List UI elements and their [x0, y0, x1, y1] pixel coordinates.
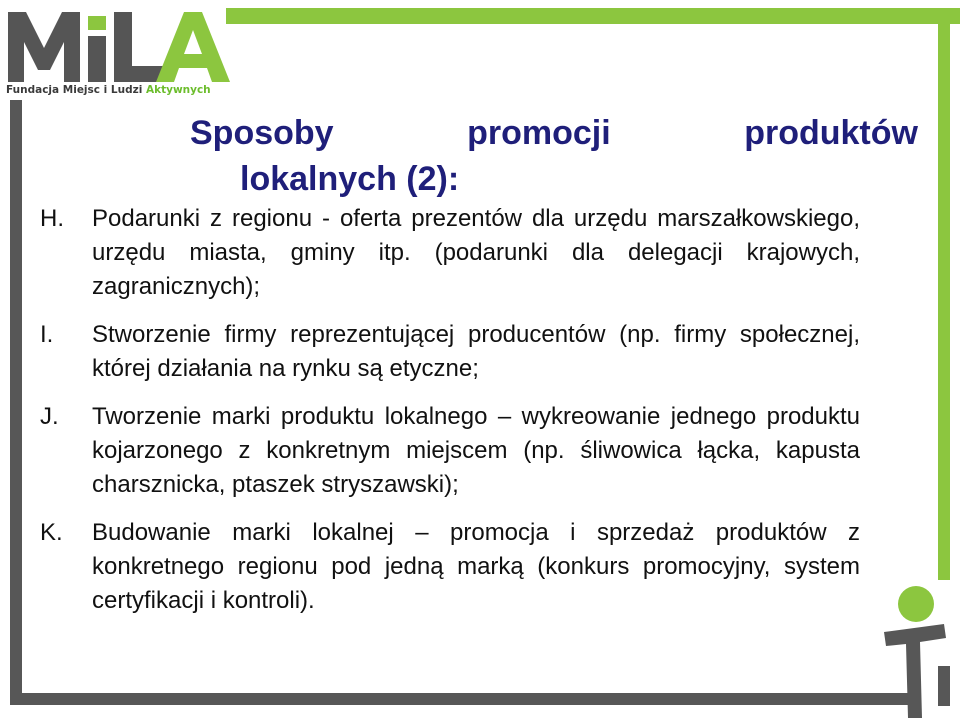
- promotion-list: [40, 202, 860, 632]
- top-green-bar: [226, 8, 960, 24]
- list-marker: H.: [40, 205, 64, 232]
- list-marker: K.: [40, 519, 63, 546]
- logo-subtitle-main: Fundacja Miejsc i Ludzi: [6, 84, 146, 96]
- list-text: Budowanie marki lokalnej – promocja i sprzedaż produktów z konkretnego regionu pod jedną marką (konkurs promocyjny, system certyfikacji i kontroli).: [92, 519, 860, 614]
- title-word: produktów: [744, 114, 918, 152]
- left-gray-bar: [10, 100, 22, 700]
- list-item: [40, 516, 860, 618]
- list-text: Tworzenie marki produktu lokalnego – wykreowanie jednego produktu kojarzonego z konkretnym miejscem (np. śliwowica łącka, kapusta charsznicka, ptaszek stryszawski);: [92, 403, 860, 498]
- slide-title-line2: lokalnych (2):: [240, 160, 460, 198]
- list-item: [40, 400, 860, 502]
- list-marker: I.: [40, 321, 54, 348]
- list-item: [40, 318, 860, 386]
- title-word: Sposoby: [190, 114, 334, 152]
- bottom-gray-bar: [10, 693, 910, 705]
- slide-title: [190, 110, 918, 202]
- person-figure-icon: [880, 580, 960, 718]
- title-word: promocji: [467, 114, 611, 152]
- slide-title-line1: [190, 110, 918, 156]
- mila-logo-wordmark: [4, 2, 232, 86]
- list-text: Podarunki z regionu - oferta prezentów dla urzędu marszałkowskiego, urzędu miasta, gminy itp. (podarunki dla delegacji krajowych, zagranicznych);: [92, 205, 860, 300]
- list-marker: J.: [40, 403, 59, 430]
- list-text: Stworzenie firmy reprezentującej producentów (np. firmy społecznej, której działania na rynku są etyczne;: [92, 321, 860, 382]
- mila-logo: [4, 2, 234, 102]
- right-green-bar: [938, 24, 950, 580]
- list-item: [40, 202, 860, 304]
- logo-subtitle: [6, 84, 211, 96]
- logo-subtitle-accent: Aktywnych: [145, 84, 211, 96]
